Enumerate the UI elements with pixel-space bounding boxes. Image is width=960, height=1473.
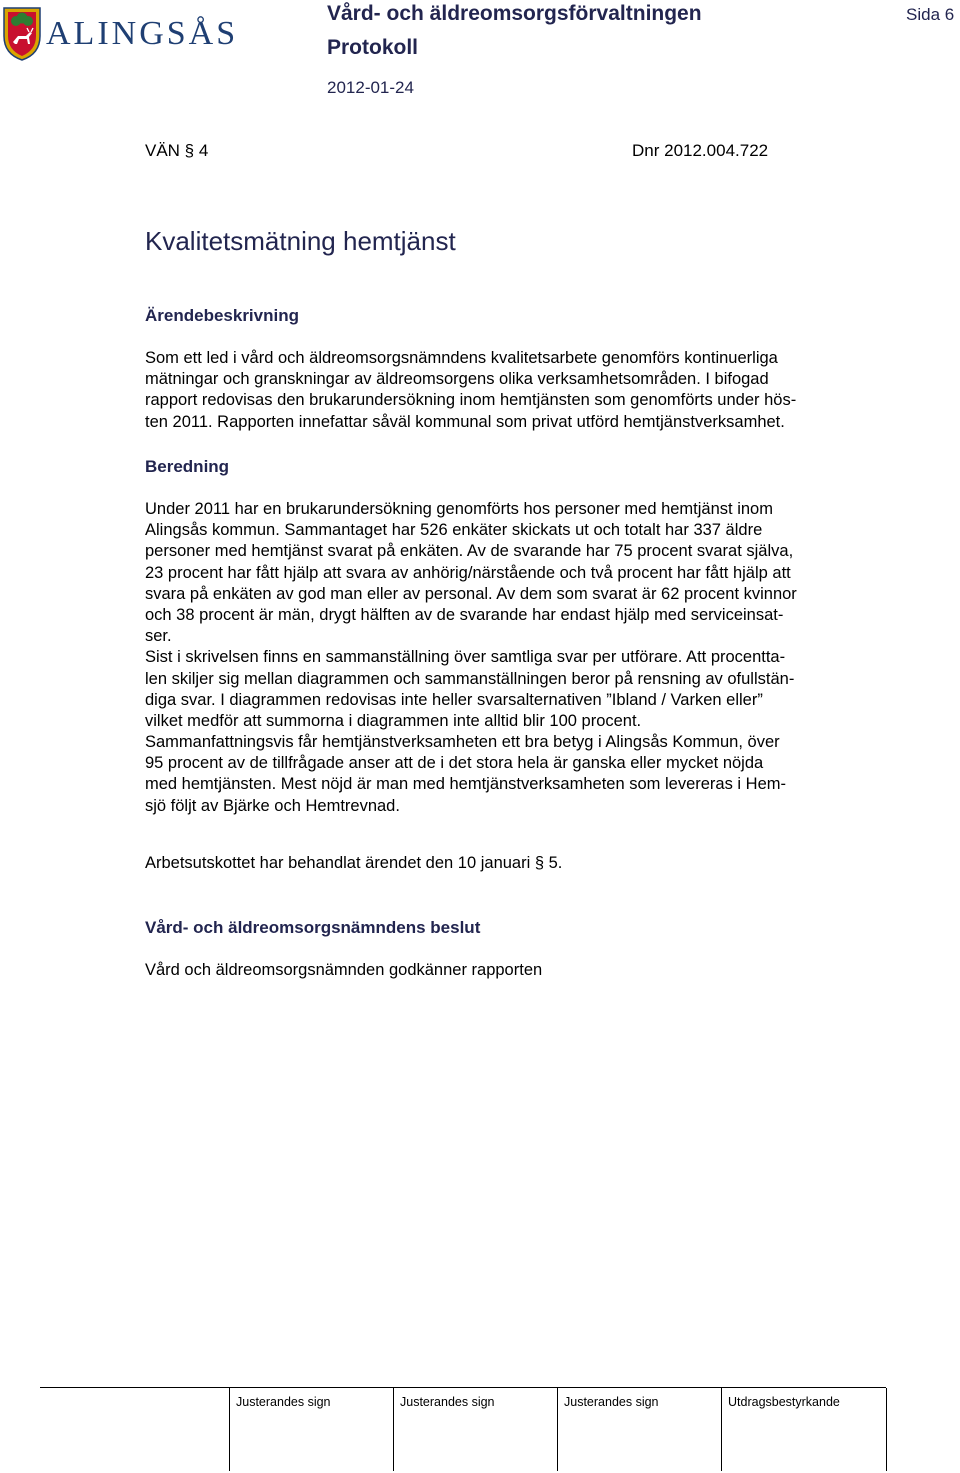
paragraph-line: sjö följt av Bjärke och Hemtrevnad. (145, 796, 400, 815)
paragraph-line: Alingsås kommun. Sammantaget har 526 enkäter skickats ut och totalt har 337 äldre (145, 521, 763, 540)
paragraph-line: diga svar. I diagrammen redovisas inte heller svarsalternativen ”Ibland / Varken eller” (145, 690, 763, 709)
signature-label: Justerandes sign (400, 1395, 495, 1409)
document-date: 2012-01-24 (327, 78, 414, 97)
paragraph-line: personer med hemtjänst svarat på enkäten. Av de svarande har 75 procent svarat själva, (145, 542, 794, 561)
decision-heading: Vård- och äldreomsorgsnämndens beslut (145, 918, 481, 937)
decision-text: Vård och äldreomsorgsnämnden godkänner rapporten (145, 961, 543, 979)
paragraph-line: Sist i skrivelsen finns en sammanställning över samtliga svar per utförare. Att procentta- (145, 648, 786, 667)
paragraph-line: Under 2011 har en brukarundersökning genomförts hos personer med hemtjänst inom (145, 500, 773, 518)
document-type: Protokoll (327, 36, 419, 59)
paragraph-line: vilket medför att summorna i diagrammen inte alltid blir 100 procent. (145, 711, 642, 730)
paragraph-line: och 38 procent är män, drygt hälften av de svarande har endast hjälp med serviceinsat- (145, 605, 784, 624)
paragraph-line: 95 procent av de tillfrågade anser att de i det stora hela är ganska eller mycket nöjda (145, 754, 764, 773)
paragraph-line: ten 2011. Rapporten innefattar såväl kommunal som privat utförd hemtjänstverksamhet. (145, 412, 785, 431)
logo-wordmark: ALINGSÅS (46, 15, 239, 52)
paragraph-line: med hemtjänsten. Mest nöjd är man med hemtjänstverksamheten som levereras i Hem- (145, 775, 787, 794)
section-reference: VÄN § 4 (145, 141, 209, 160)
signature-label: Justerandes sign (236, 1395, 331, 1409)
description-heading: Ärendebeskrivning (145, 306, 299, 325)
description-paragraph (145, 348, 885, 433)
paragraph-line: svara på enkäten av god man eller av personal. Av dem som svarat är 62 procent kvinnor (145, 584, 797, 603)
alingsas-crest-icon (2, 6, 256, 62)
preparation-paragraph (145, 499, 885, 817)
paragraph-line: ser. (145, 627, 172, 646)
paragraph-line: 23 procent har fått hjälp att svara av anhörig/närstående och två procent har fått hjälp att (145, 563, 791, 582)
paragraph-line: Som ett led i vård och äldreomsorgsnämndens kvalitetsarbete genomförs kontinuerliga (145, 349, 778, 367)
signature-label: Justerandes sign (564, 1395, 659, 1409)
page-number: Sida 6 (906, 5, 955, 24)
org-name: Vård- och äldreomsorgsförvaltningen (327, 2, 702, 25)
paragraph-line: rapport redovisas den brukarundersökning inom hemtjänsten som genomförts under hös- (145, 391, 797, 410)
paragraph-line: len skiljer sig mellan diagrammen och sammanställningen beror på rensning av ofullstän- (145, 669, 795, 688)
registration-number: Dnr 2012.004.722 (632, 141, 769, 160)
certification-label: Utdragsbestyrkande (728, 1395, 840, 1409)
page-title: Kvalitetsmätning hemtjänst (145, 226, 456, 256)
paragraph-line: mätningar och granskningar av äldreomsorgens olika verksamhetsområden. I bifogad (145, 370, 769, 389)
paragraph-line: Sammanfattningsvis får hemtjänstverksamheten ett bra betyg i Alingsås Kommun, över (145, 733, 780, 752)
preparation-heading: Beredning (145, 457, 230, 476)
alingsas-logo (2, 6, 256, 62)
committee-note: Arbetsutskottet har behandlat ärendet den 10 januari § 5. (145, 854, 563, 872)
